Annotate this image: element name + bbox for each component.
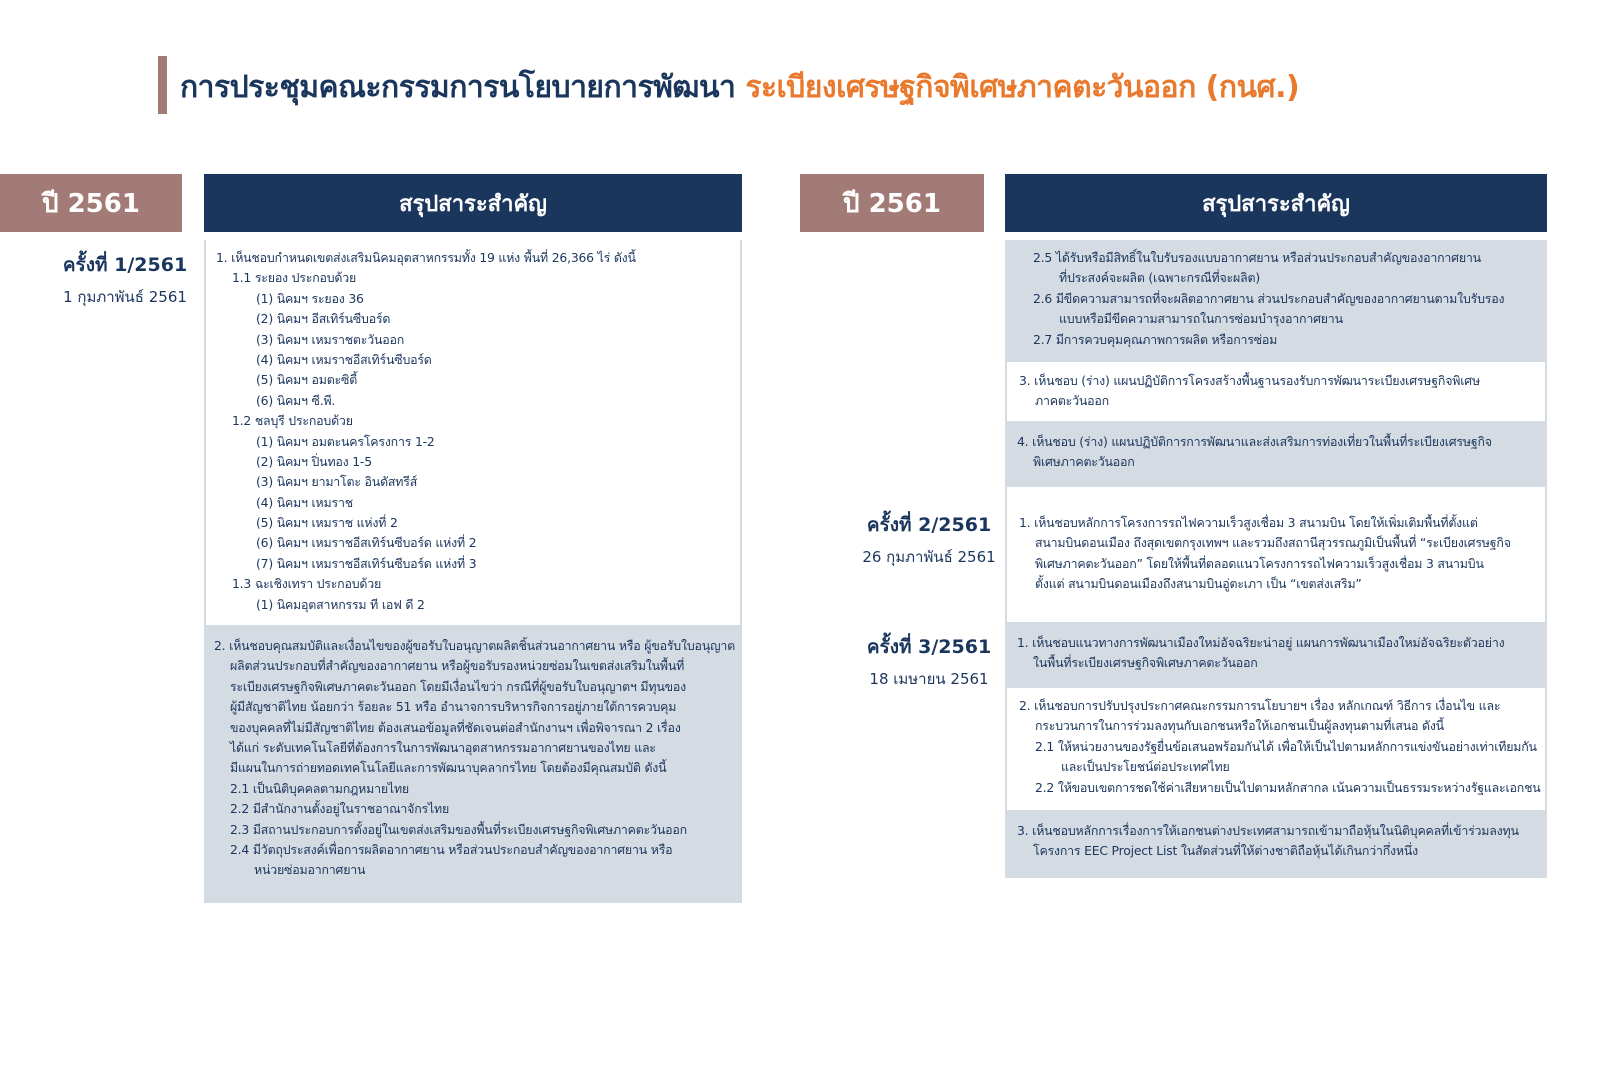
list-item: 2.2 ให้ขอบเขตการชดใช้ค่าเสียหายเป็นไปตามหลักสากล เน้นความเป็นธรรมระหว่างรัฐและเอกชน: [1035, 779, 1541, 795]
list-item: ของบุคคลที่ไม่มีสัญชาติไทย ต้องเสนอข้อมูลที่ชัดเจนต่อสำนักงานฯ เพื่อพิจารณา 2 เรื่อง: [230, 719, 681, 735]
right-block-e: [1005, 622, 1547, 688]
right-block-g: [1005, 810, 1547, 878]
meeting-label-2: [858, 510, 1000, 569]
list-item: ในพื้นที่ระเบียงเศรษฐกิจพิเศษภาคตะวันออก: [1033, 655, 1258, 671]
list-item: 2.2 มีสำนักงานตั้งอยู่ในราชอาณาจักรไทย: [230, 801, 450, 817]
title-accent-bar: [158, 56, 167, 114]
list-item: โครงการ EEC Project List ในสัดส่วนที่ให้ต่างชาติถือหุ้นได้เกินกว่ากึ่งหนึ่ง: [1033, 843, 1418, 859]
list-item: แบบหรือมีขีดความสามารถในการซ่อมบำรุงอากาศยาน: [1059, 311, 1343, 327]
meeting-label-3: [858, 632, 1000, 691]
list-item: (7) นิคมฯ เหมราชอีสเทิร์นซีบอร์ด แห่งที่ 3: [256, 555, 477, 571]
left-summary-header: สรุปสาระสำคัญ: [204, 174, 742, 232]
list-item: (4) นิคมฯ เหมราช: [256, 494, 353, 510]
list-item: (6) นิคมฯ ซี.พี.: [256, 392, 336, 408]
list-item: 4. เห็นชอบ (ร่าง) แผนปฏิบัติการการพัฒนาและส่งเสริมการท่องเที่ยวในพื้นที่ระเบียงเศรษฐกิจ: [1017, 434, 1492, 449]
list-item: (1) นิคมอุตสาหกรรม ที เอฟ ดี 2: [256, 596, 425, 612]
list-item: 1.2 ชลบุรี ประกอบด้วย: [232, 413, 353, 429]
right-summary-header: สรุปสาระสำคัญ: [1005, 174, 1547, 232]
list-item: 2. เห็นชอบคุณสมบัติและเงื่อนไขของผู้ขอรับใบอนุญาตผลิตชิ้นส่วนอากาศยาน หรือ ผู้ขอรับใบอนุญาต: [214, 638, 735, 653]
list-item: 1.3 ฉะเชิงเทรา ประกอบด้วย: [232, 576, 382, 592]
list-item: 2.6 มีขีดความสามารถที่จะผลิตอากาศยาน ส่วนประกอบสำคัญของอากาศยานตามใบรับรอง: [1033, 290, 1505, 306]
meeting-date-3: 18 เมษายน 2561: [869, 670, 989, 688]
list-item: 1. เห็นชอบแนวทางการพัฒนาเมืองใหม่อัจฉริยะน่าอยู่ แผนการพัฒนาเมืองใหม่อัจฉริยะตัวอย่าง: [1017, 635, 1505, 650]
list-item: (5) นิคมฯ เหมราช แห่งที่ 2: [256, 515, 398, 531]
list-item: 2.4 มีวัตถุประสงค์เพื่อการผลิตอากาศยาน หรือส่วนประกอบสำคัญของอากาศยาน หรือ: [230, 841, 673, 857]
list-item: ผู้มีสัญชาติไทย น้อยกว่า ร้อยละ 51 หรือ อำนาจการบริหารกิจการอยู่ภายใต้การควบคุม: [230, 699, 677, 715]
list-item: ระเบียงเศรษฐกิจพิเศษภาคตะวันออก โดยมีเงื่อนไขว่า กรณีที่ผู้ขอรับใบอนุญาตฯ มีทุนของ: [230, 678, 686, 694]
right-block-b: [1005, 362, 1547, 421]
list-item: 2.5 ได้รับหรือมีสิทธิ์ในใบรับรองแบบอากาศยาน หรือส่วนประกอบสำคัญของอากาศยาน: [1033, 250, 1481, 265]
list-item: (3) นิคมฯ ยามาโตะ อินดัสทรีส์: [256, 474, 418, 490]
list-item: 2.3 มีสถานประกอบการตั้งอยู่ในเขตส่งเสริมของพื้นที่ระเบียงเศรษฐกิจพิเศษภาคตะวันออก: [230, 821, 687, 837]
list-item: มีแผนในการถ่ายทอดเทคโนโลยีและการพัฒนาบุคลากรไทย โดยต้องมีคุณสมบัติ ดังนี้: [230, 760, 667, 776]
page-title-main: การประชุมคณะกรรมการนโยบายการพัฒนา: [180, 70, 736, 105]
meeting-title-3: ครั้งที่ 3/2561: [866, 636, 992, 658]
list-item: 1.1 ระยอง ประกอบด้วย: [232, 270, 357, 286]
meeting-date-1: 1 กุมภาพันธ์ 2561: [63, 288, 187, 306]
list-item: 2.1 ให้หน่วยงานของรัฐยื่นข้อเสนอพร้อมกันได้ เพื่อให้เป็นไปตามหลักการแข่งขันอย่างเท่าเทียมกัน: [1035, 738, 1537, 754]
right-block-f: [1005, 688, 1547, 810]
meeting-title-1: ครั้งที่ 1/2561: [62, 254, 188, 276]
list-item: (5) นิคมฯ อมตะซิตี้: [256, 372, 358, 388]
list-item: ผลิตส่วนประกอบที่สำคัญของอากาศยาน หรือผู้ขอรับรองหน่วยซ่อมในเขตส่งเสริมในพื้นที่: [230, 658, 685, 674]
page-title-accent: ระเบียงเศรษฐกิจพิเศษภาคตะวันออก (กนศ.): [745, 70, 1300, 105]
list-item: 3. เห็นชอบ (ร่าง) แผนปฏิบัติการโครงสร้างพื้นฐานรองรับการพัฒนาระเบียงเศรษฐกิจพิเศษ: [1019, 373, 1480, 388]
list-item: 2. เห็นชอบการปรับปรุงประกาศคณะกรรมการนโยบายฯ เรื่อง หลักเกณฑ์ วิธีการ เงื่อนไข และ: [1019, 698, 1501, 713]
list-item: ภาคตะวันออก: [1035, 393, 1109, 409]
left-block-2: [204, 625, 742, 903]
list-item: (1) นิคมฯ ระยอง 36: [256, 290, 364, 306]
right-year-box: ปี 2561: [800, 174, 984, 232]
list-item: ที่ประสงค์จะผลิต (เฉพาะกรณีที่จะผลิต): [1059, 270, 1260, 286]
left-year-box: ปี 2561: [0, 174, 182, 232]
list-item: หน่วยซ่อมอากาศยาน: [254, 862, 366, 878]
list-item: สนามบินดอนเมือง ถึงสุดเขตกรุงเทพฯ และรวมถึงสถานีสุวรรณภูมิเป็นพื้นที่ “ระเบียงเศรษฐกิจ: [1035, 535, 1511, 551]
right-block-a: [1005, 240, 1547, 362]
meeting-date-2: 26 กุมภาพันธ์ 2561: [862, 548, 996, 566]
list-item: (2) นิคมฯ ปิ่นทอง 1-5: [256, 453, 372, 469]
meeting-label-1: [50, 250, 200, 309]
left-block-1: [204, 240, 742, 625]
list-item: 2.1 เป็นนิติบุคคลตามกฎหมายไทย: [230, 780, 409, 796]
list-item: ตั้งแต่ สนามบินดอนเมืองถึงสนามบินอู่ตะเภา เป็น “เขตส่งเสริม”: [1035, 576, 1362, 592]
meeting-title-2: ครั้งที่ 2/2561: [866, 514, 992, 536]
list-item: และเป็นประโยชน์ต่อประเทศไทย: [1061, 759, 1230, 775]
right-block-d: [1005, 487, 1547, 622]
list-item: กระบวนการในการร่วมลงทุนกับเอกชนหรือให้เอกชนเป็นผู้ลงทุนตามที่เสนอ ดังนี้: [1035, 718, 1444, 734]
list-item: (3) นิคมฯ เหมราชตะวันออก: [256, 331, 405, 347]
page-title: [180, 64, 1299, 111]
list-item: พิเศษภาคตะวันออก: [1033, 454, 1135, 470]
list-item: ได้แก่ ระดับเทคโนโลยีที่ต้องการในการพัฒนาอุตสาหกรรมอากาศยานของไทย และ: [230, 739, 656, 755]
right-block-c: [1005, 421, 1547, 487]
list-item: (1) นิคมฯ อมตะนครโครงการ 1-2: [256, 433, 435, 449]
list-item: 1. เห็นชอบกำหนดเขตส่งเสริมนิคมอุตสาหกรรมทั้ง 19 แห่ง พื้นที่ 26,366 ไร่ ดังนี้: [216, 250, 636, 265]
list-item: 1. เห็นชอบหลักการโครงการรถไฟความเร็วสูงเชื่อม 3 สนามบิน โดยให้เพิ่มเติมพื้นที่ตั้งแต่: [1019, 515, 1478, 530]
list-item: (6) นิคมฯ เหมราชอีสเทิร์นซีบอร์ด แห่งที่ 2: [256, 535, 477, 551]
list-item: พิเศษภาคตะวันออก” โดยให้พื้นที่ตลอดแนวโครงการรถไฟความเร็วสูงเชื่อม 3 สนามบิน: [1035, 555, 1484, 571]
list-item: (2) นิคมฯ อีสเทิร์นซีบอร์ด: [256, 311, 391, 327]
list-item: (4) นิคมฯ เหมราชอีสเทิร์นซีบอร์ด: [256, 351, 432, 367]
list-item: 3. เห็นชอบหลักการเรื่องการให้เอกชนต่างประเทศสามารถเข้ามาถือหุ้นในนิติบุคคลที่เข้าร่วมลงทุน: [1017, 823, 1519, 838]
list-item: 2.7 มีการควบคุมคุณภาพการผลิต หรือการซ่อม: [1033, 331, 1278, 347]
